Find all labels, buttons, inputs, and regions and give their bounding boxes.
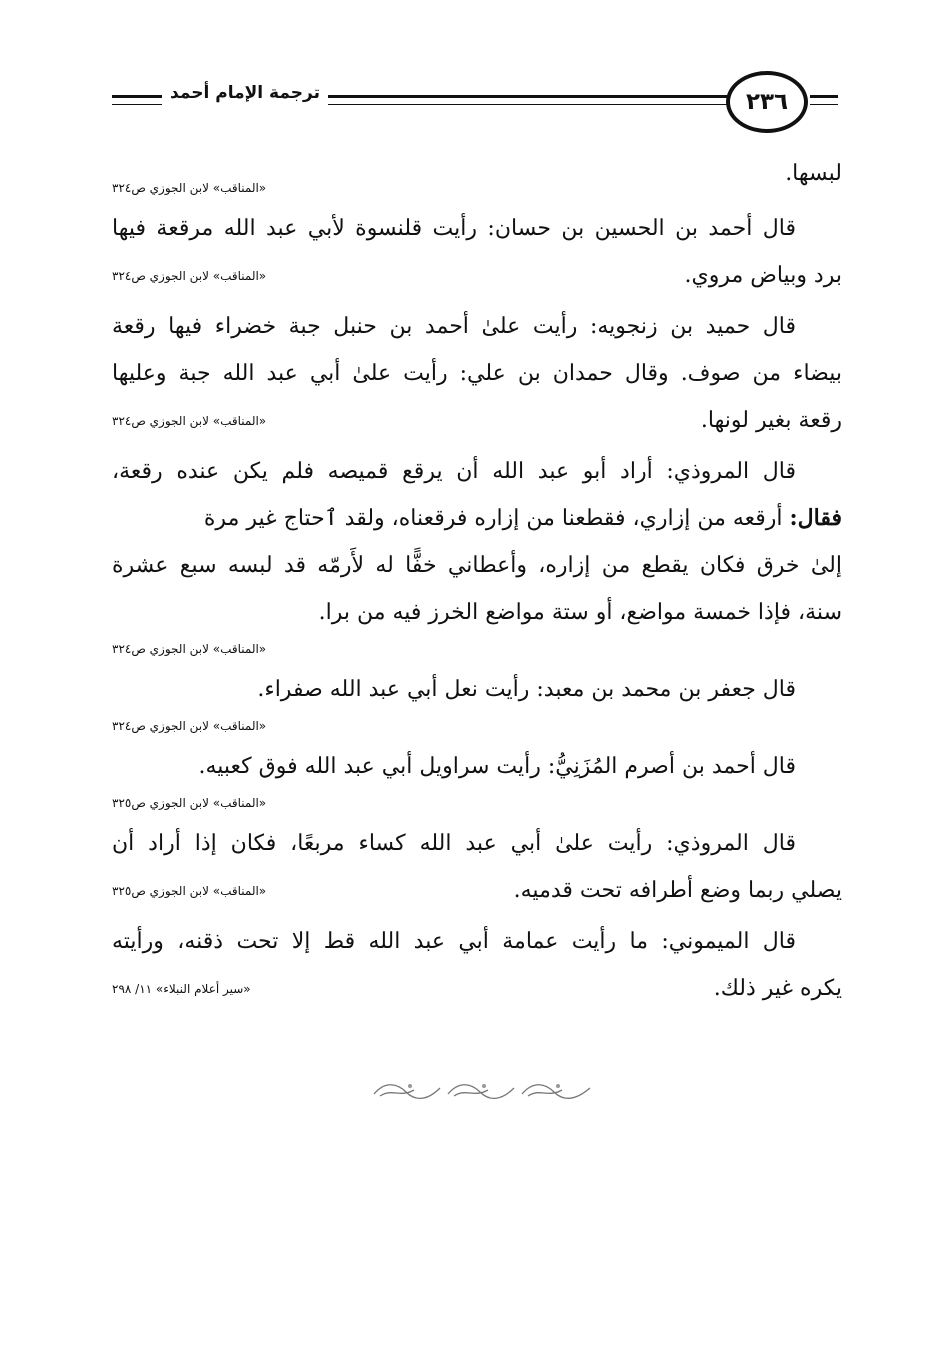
text-line xyxy=(112,350,842,397)
text-line xyxy=(112,495,842,542)
paragraph-text: قال جعفر بن محمد بن معبد: رأيت نعل أبي عبد الله صفراء. xyxy=(257,677,796,702)
text-line xyxy=(112,448,842,495)
text-line xyxy=(112,820,842,867)
paragraph-text: رقعة بغير لونها. xyxy=(700,408,842,433)
citation: «المناقب» لابن الجوزي ص٣٢٥ xyxy=(112,884,267,898)
page-header xyxy=(112,68,838,138)
paragraph-text-rest: أرقعه من إزاري، فقطعنا من إزاره فرقعناه، ولقد ٱحتاج غير مرة xyxy=(203,506,790,531)
header-rule-middle xyxy=(328,95,728,105)
text-line xyxy=(112,252,842,299)
header-rule-right xyxy=(810,95,838,105)
citation: «المناقب» لابن الجوزي ص٣٢٤ xyxy=(112,181,267,195)
citation: «المناقب» لابن الجوزي ص٣٢٤ xyxy=(112,414,267,428)
paragraph-text: برد وبياض مروي. xyxy=(684,263,842,288)
text-line xyxy=(112,743,842,790)
citation: «سير أعلام النبلاء» ١١/ ٢٩٨ xyxy=(112,982,251,996)
paragraph-text: قال الميموني: ما رأيت عمامة أبي عبد الله قط إلا تحت ذقنه، ورأيته xyxy=(112,929,796,954)
text-line xyxy=(112,965,842,1012)
text-line xyxy=(112,397,842,444)
paragraph-text: بيضاء من صوف. وقال حمدان بن علي: رأيت علىٰ أبي عبد الله جبة وعليها xyxy=(112,361,842,386)
citation: «المناقب» لابن الجوزي ص٣٢٤ xyxy=(112,642,267,656)
paragraph-text xyxy=(204,495,842,542)
text-line xyxy=(112,303,842,350)
running-title: ترجمة الإمام أحمد xyxy=(170,83,320,103)
page-number-badge xyxy=(726,71,808,133)
paragraph-text: سنة، فإذا خمسة مواضع، أو ستة مواضع الخرز فيه من برا. xyxy=(318,600,842,625)
citation-row xyxy=(112,713,842,739)
citation-row xyxy=(112,790,842,816)
text-line xyxy=(112,542,842,589)
decorative-ornament-icon xyxy=(370,1078,594,1102)
text-line xyxy=(112,666,842,713)
citation-row xyxy=(112,636,842,662)
paragraph-text: قال حميد بن زنجويه: رأيت علىٰ أحمد بن حنبل جبة خضراء فيها رقعة xyxy=(112,314,796,339)
emphasis-word: فقال: xyxy=(789,505,842,531)
citation: «المناقب» لابن الجوزي ص٣٢٤ xyxy=(112,719,267,733)
citation-row xyxy=(112,175,842,201)
citation: «المناقب» لابن الجوزي ص٣٢٤ xyxy=(112,269,267,283)
page-body xyxy=(112,150,842,1012)
text-line xyxy=(112,589,842,636)
paragraph-text: قال المروذي: أراد أبو عبد الله أن يرقع قميصه فلم يكن عنده رقعة، xyxy=(112,459,796,484)
paragraph-text: إلىٰ خرق فكان يقطع من إزاره، وأعطاني خفًّا له لأَرمّه قد لبسه سبع عشرة xyxy=(112,553,842,578)
paragraph-text: يكره غير ذلك. xyxy=(713,976,842,1001)
paragraph-text: قال المروذي: رأيت علىٰ أبي عبد الله كساء مربعًا، فكان إذا أراد أن xyxy=(112,831,796,856)
paragraph-text: لبسها. xyxy=(785,161,842,186)
citation: «المناقب» لابن الجوزي ص٣٢٥ xyxy=(112,796,267,810)
page-number: ٢٣٦ xyxy=(745,89,789,115)
paragraph-text: قال أحمد بن أصرم المُزَنِيُّ: رأيت سراويل أبي عبد الله فوق كعبيه. xyxy=(198,754,796,779)
text-line xyxy=(112,867,842,914)
paragraph-text: يصلي ربما وضع أطرافه تحت قدميه. xyxy=(513,878,842,903)
text-line xyxy=(112,205,842,252)
header-rule-left xyxy=(112,95,162,105)
paragraph-text: قال أحمد بن الحسين بن حسان: رأيت قلنسوة لأبي عبد الله مرقعة فيها xyxy=(112,216,796,241)
text-line xyxy=(112,918,842,965)
